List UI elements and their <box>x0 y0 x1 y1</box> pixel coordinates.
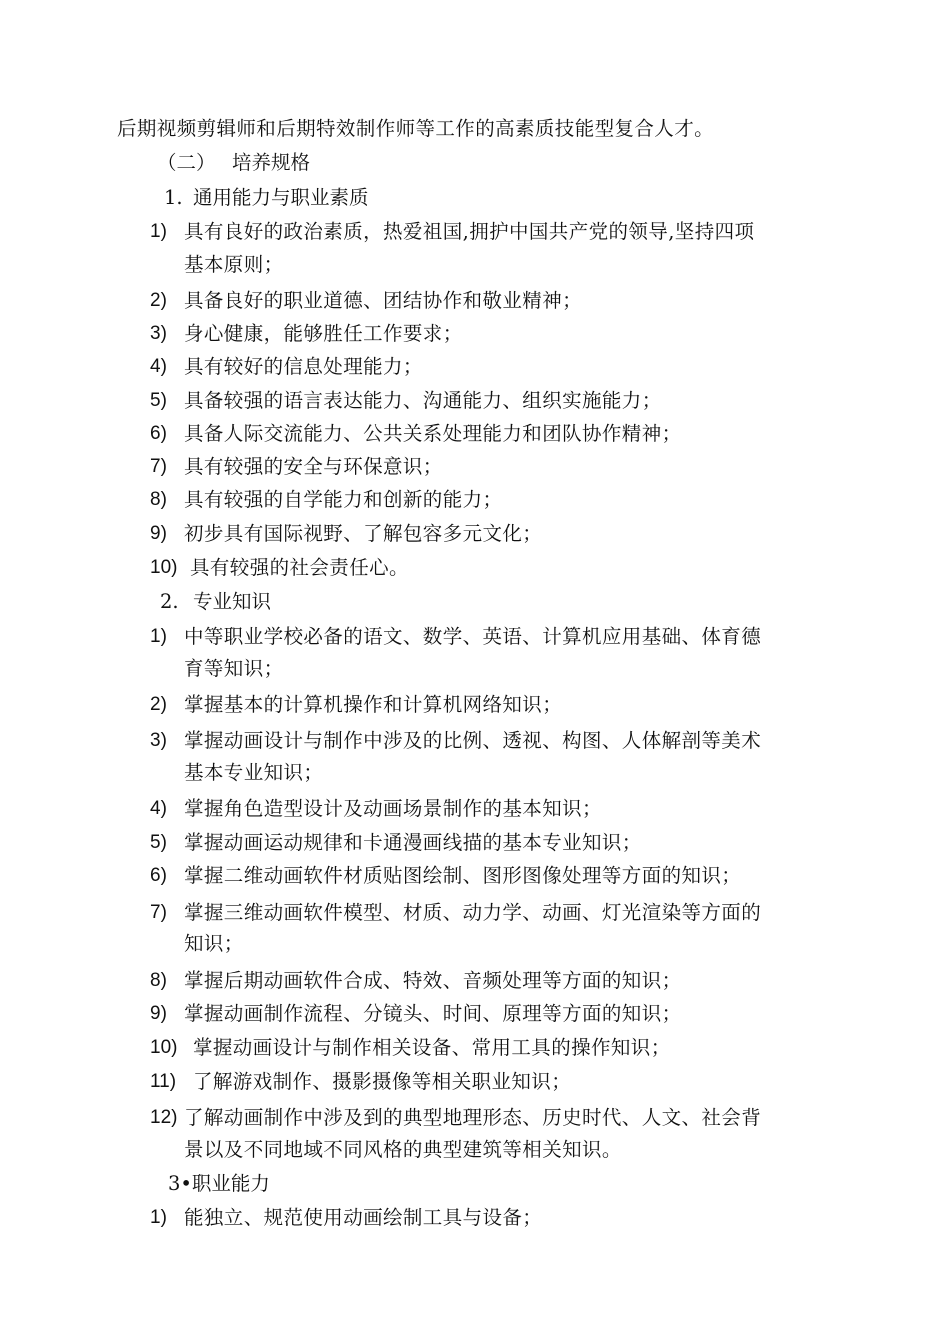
list-item-number: 2) <box>150 290 167 311</box>
list-item-number: 7) <box>150 902 167 923</box>
list-item-number: 9) <box>150 1003 167 1024</box>
list-item-number: 8) <box>150 489 167 510</box>
list-item-text: 掌握后期动画软件合成、特效、音频处理等方面的知识； <box>184 969 682 992</box>
list-item-number: 6) <box>150 865 167 886</box>
subsection-3-heading: 3•职业能力 <box>168 1172 270 1195</box>
list-item-number: 1) <box>150 626 167 647</box>
section-title: 培养规格 <box>232 151 311 174</box>
subsection-2-title: 专业知识 <box>193 590 272 613</box>
list-item-text: 掌握动画设计与制作相关设备、常用工具的操作知识； <box>193 1036 671 1059</box>
list-item-text: 中等职业学校必备的语文、数学、英语、计算机应用基础、体育德 <box>184 625 762 648</box>
list-item-number: 4) <box>150 356 167 377</box>
list-item-text-continued: 育等知识； <box>184 657 284 680</box>
list-item-number: 8) <box>150 970 167 991</box>
subsection-1-marker: 1. <box>164 186 183 209</box>
list-item-text: 具有较强的自学能力和创新的能力； <box>184 488 503 511</box>
list-item-text: 具备较强的语言表达能力、沟通能力、组织实施能力； <box>184 389 662 412</box>
list-item-number: 2) <box>150 694 167 715</box>
list-item-text-continued: 知识； <box>184 932 244 955</box>
list-item-text: 能独立、规范使用动画绘制工具与设备； <box>184 1206 543 1229</box>
list-item-text: 掌握动画制作流程、分镜头、时间、原理等方面的知识； <box>184 1002 682 1025</box>
list-item-text-continued: 基本专业知识； <box>184 761 324 784</box>
list-item-number: 12) <box>150 1107 178 1128</box>
list-item-number: 10) <box>150 1037 178 1058</box>
list-item-text: 掌握动画运动规律和卡通漫画线描的基本专业知识； <box>184 831 642 854</box>
list-item-number: 3) <box>150 730 167 751</box>
list-item-number: 6) <box>150 423 167 444</box>
list-item-text: 具有较强的安全与环保意识； <box>184 455 443 478</box>
list-item-text-continued: 景以及不同地域不同风格的典型建筑等相关知识。 <box>184 1138 622 1161</box>
section-marker: （二） <box>157 151 216 174</box>
list-item-number: 1) <box>150 1207 167 1228</box>
list-item-number: 10) <box>150 557 178 578</box>
list-item-text: 具有良好的政治素质，热爱祖国,拥护中国共产党的领导,坚持四项 <box>184 220 755 243</box>
list-item-text: 掌握动画设计与制作中涉及的比例、透视、构图、人体解剖等美术 <box>184 729 762 752</box>
list-item-number: 3) <box>150 323 167 344</box>
list-item-text: 具有较好的信息处理能力； <box>184 355 423 378</box>
list-item-text: 掌握二维动画软件材质贴图绘制、图形图像处理等方面的知识； <box>184 864 742 887</box>
list-item-text: 初步具有国际视野、了解包容多元文化； <box>184 522 543 545</box>
list-item-number: 5) <box>150 832 167 853</box>
list-item-text-continued: 基本原则； <box>184 253 284 276</box>
list-item-number: 1) <box>150 221 167 242</box>
subsection-1-title: 通用能力与职业素质 <box>193 186 369 209</box>
list-item-text: 掌握三维动画软件模型、材质、动力学、动画、灯光渲染等方面的 <box>184 901 762 924</box>
list-item-number: 5) <box>150 390 167 411</box>
list-item-text: 掌握基本的计算机操作和计算机网络知识； <box>184 693 563 716</box>
list-item-number: 9) <box>150 523 167 544</box>
list-item-text: 身心健康，能够胜任工作要求； <box>184 322 463 345</box>
list-item-number: 7) <box>150 456 167 477</box>
list-item-text: 掌握角色造型设计及动画场景制作的基本知识； <box>184 797 602 820</box>
list-item-text: 了解游戏制作、摄影摄像等相关职业知识； <box>193 1070 572 1093</box>
list-item-text: 具备良好的职业道德、团结协作和敬业精神； <box>184 289 583 312</box>
intro-continuation: 后期视频剪辑师和后期特效制作师等工作的高素质技能型复合人才。 <box>117 117 715 140</box>
list-item-text: 具有较强的社会责任心。 <box>190 556 409 579</box>
list-item-text: 具备人际交流能力、公共关系处理能力和团队协作精神； <box>184 422 682 445</box>
subsection-2-marker: 2. <box>160 590 179 613</box>
list-item-number: 4) <box>150 798 167 819</box>
list-item-number: 11) <box>150 1071 177 1092</box>
list-item-text: 了解动画制作中涉及到的典型地理形态、历史时代、人文、社会背 <box>184 1106 762 1129</box>
